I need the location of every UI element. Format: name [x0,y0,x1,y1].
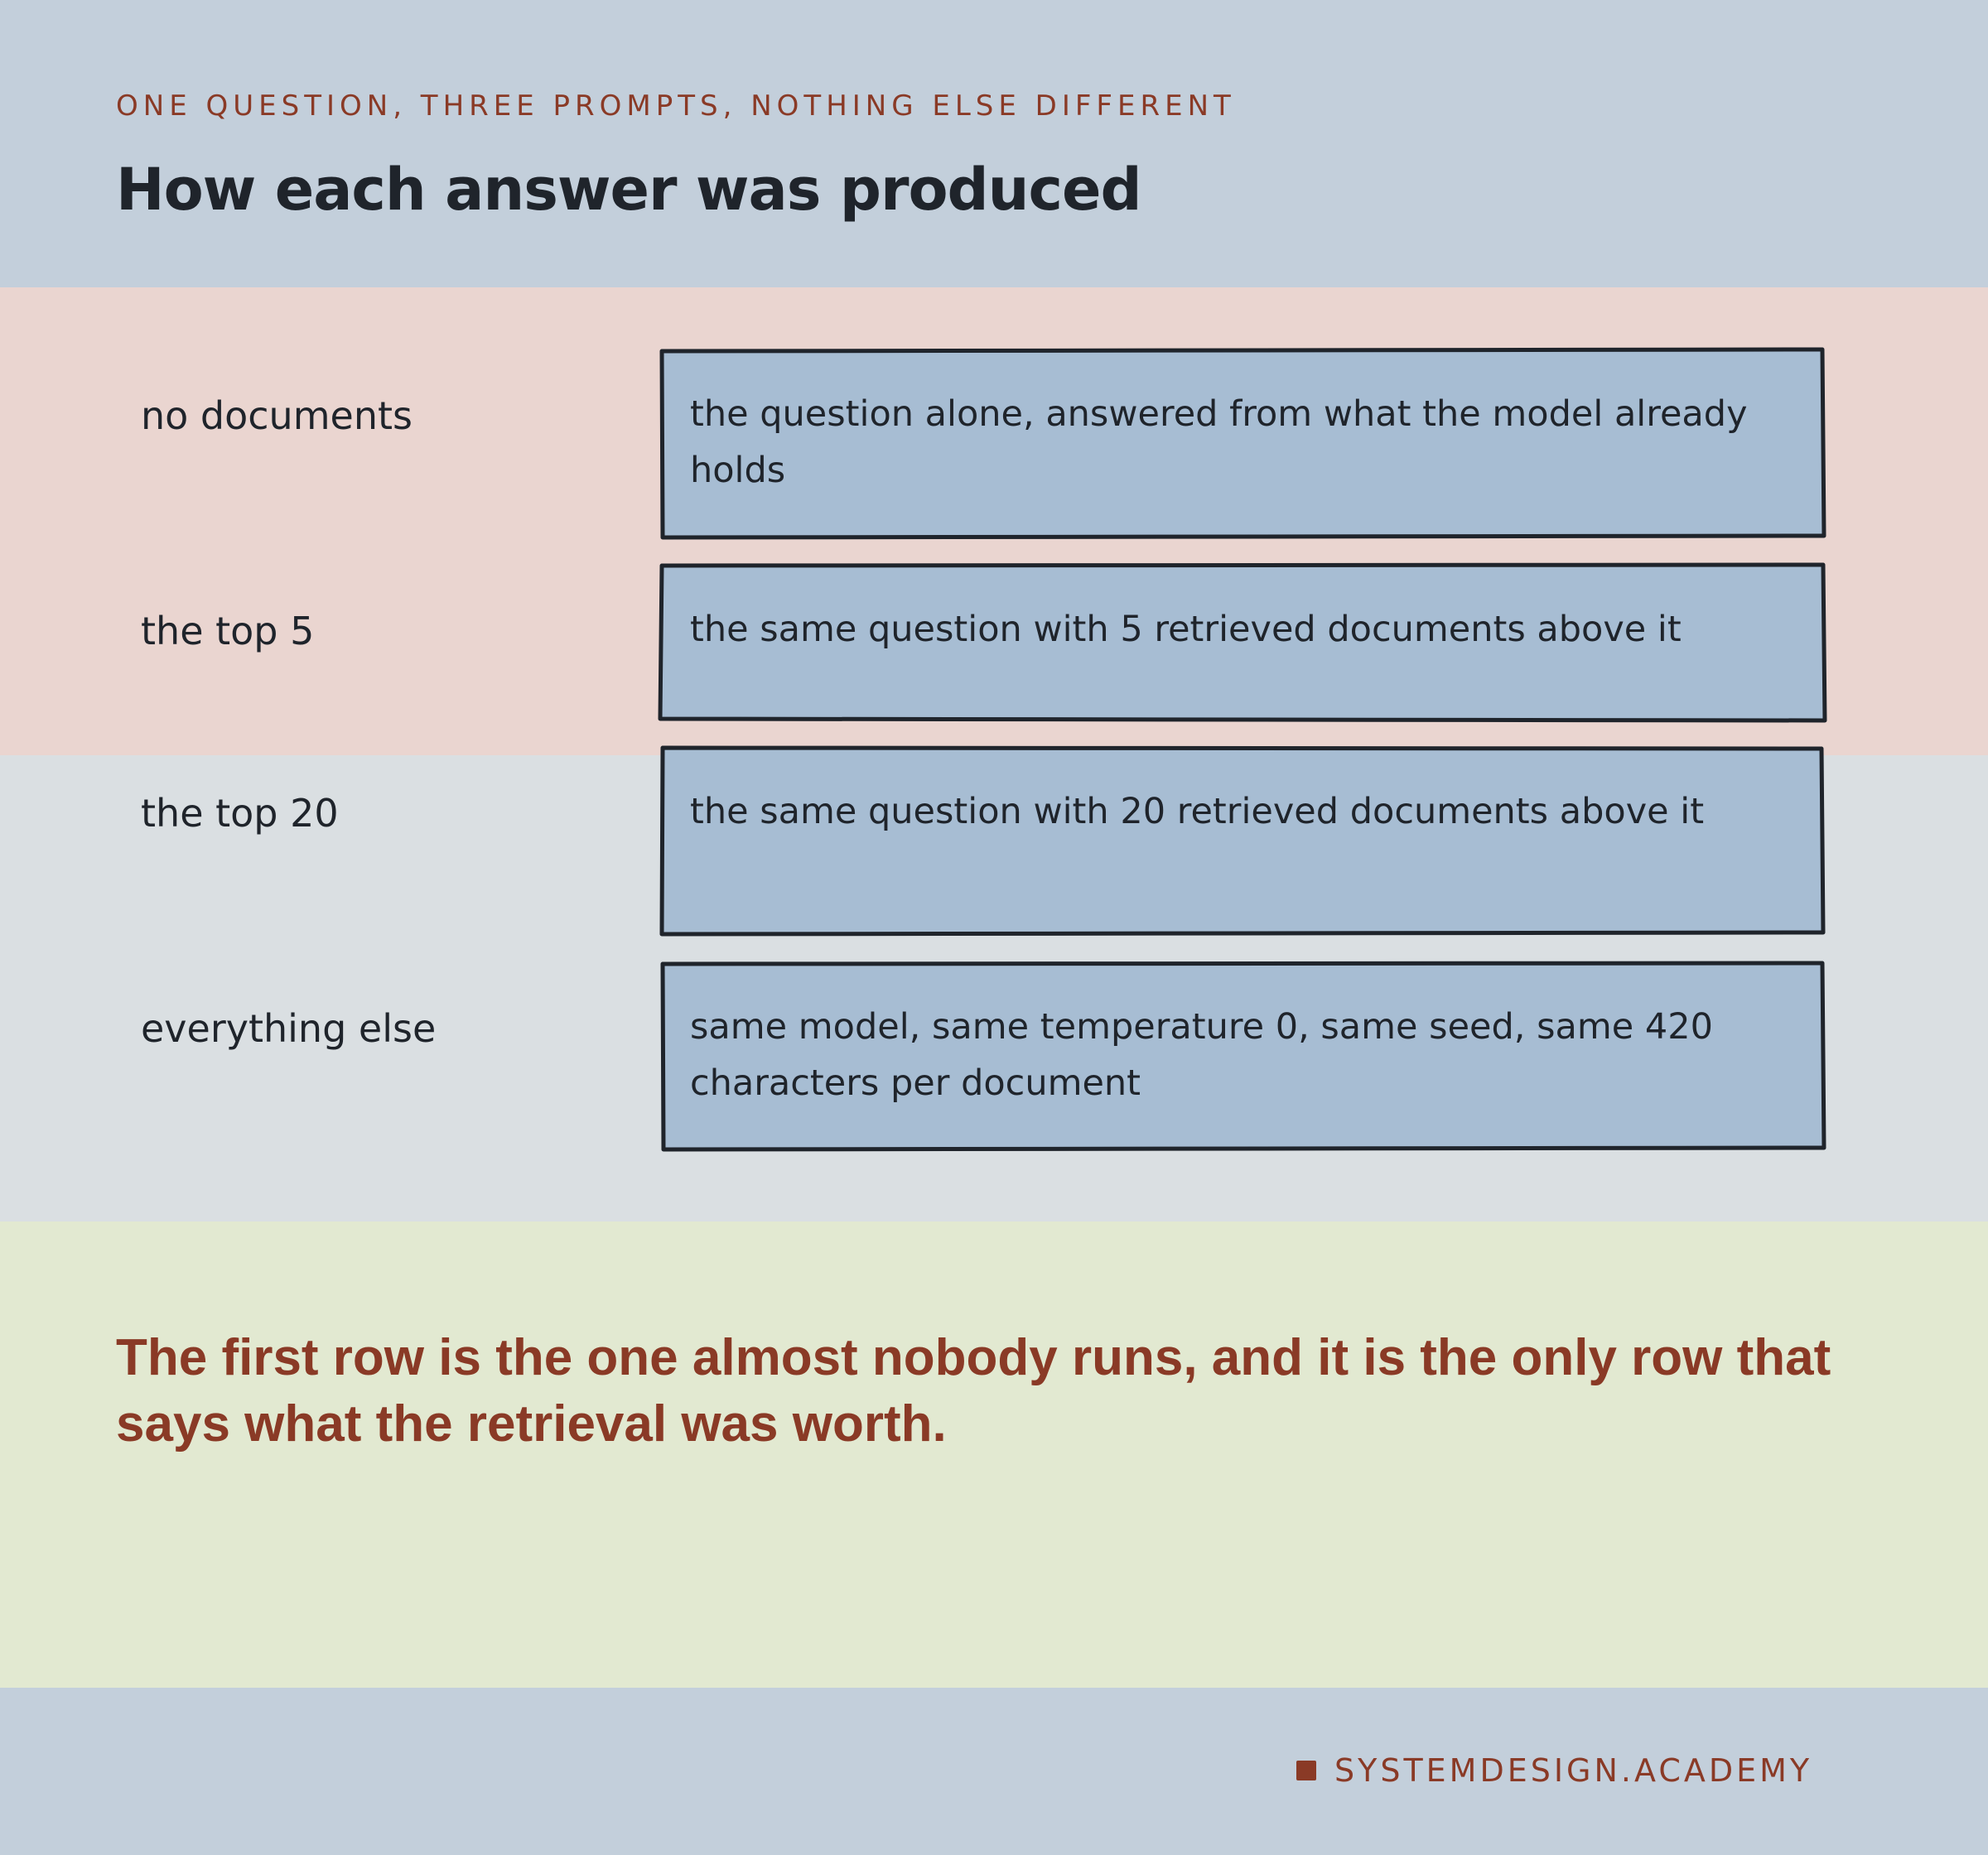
row-label-top-5: the top 5 [141,609,315,653]
row-description-everything-else: same model, same temperature 0, same seed, same 420 characters per document [690,1006,1713,1104]
conclusion-text: The first row is the one almost nobody runs, and it is the only row that says what the retrieval was worth. [116,1329,1831,1453]
page-title: How each answer was produced [116,156,1141,224]
footer-brand [1296,1752,1812,1789]
row-label-top-20: the top 20 [141,791,339,836]
brand-label: SYSTEMDESIGN.ACADEMY [1334,1752,1813,1789]
brand-square-icon [1296,1761,1316,1780]
row-description-no-documents: the question alone, answered from what the model already holds [690,393,1748,491]
row-description-top-20: the same question with 20 retrieved documents above it [690,791,1705,832]
row-box-3 [662,748,1823,934]
eyebrow-text: ONE QUESTION, THREE PROMPTS, NOTHING ELSE DIFFERENT [116,89,1236,123]
row-label-no-documents: no documents [141,393,413,438]
row-label-everything-else: everything else [141,1006,437,1051]
row-description-top-5: the same question with 5 retrieved documents above it [690,609,1682,650]
